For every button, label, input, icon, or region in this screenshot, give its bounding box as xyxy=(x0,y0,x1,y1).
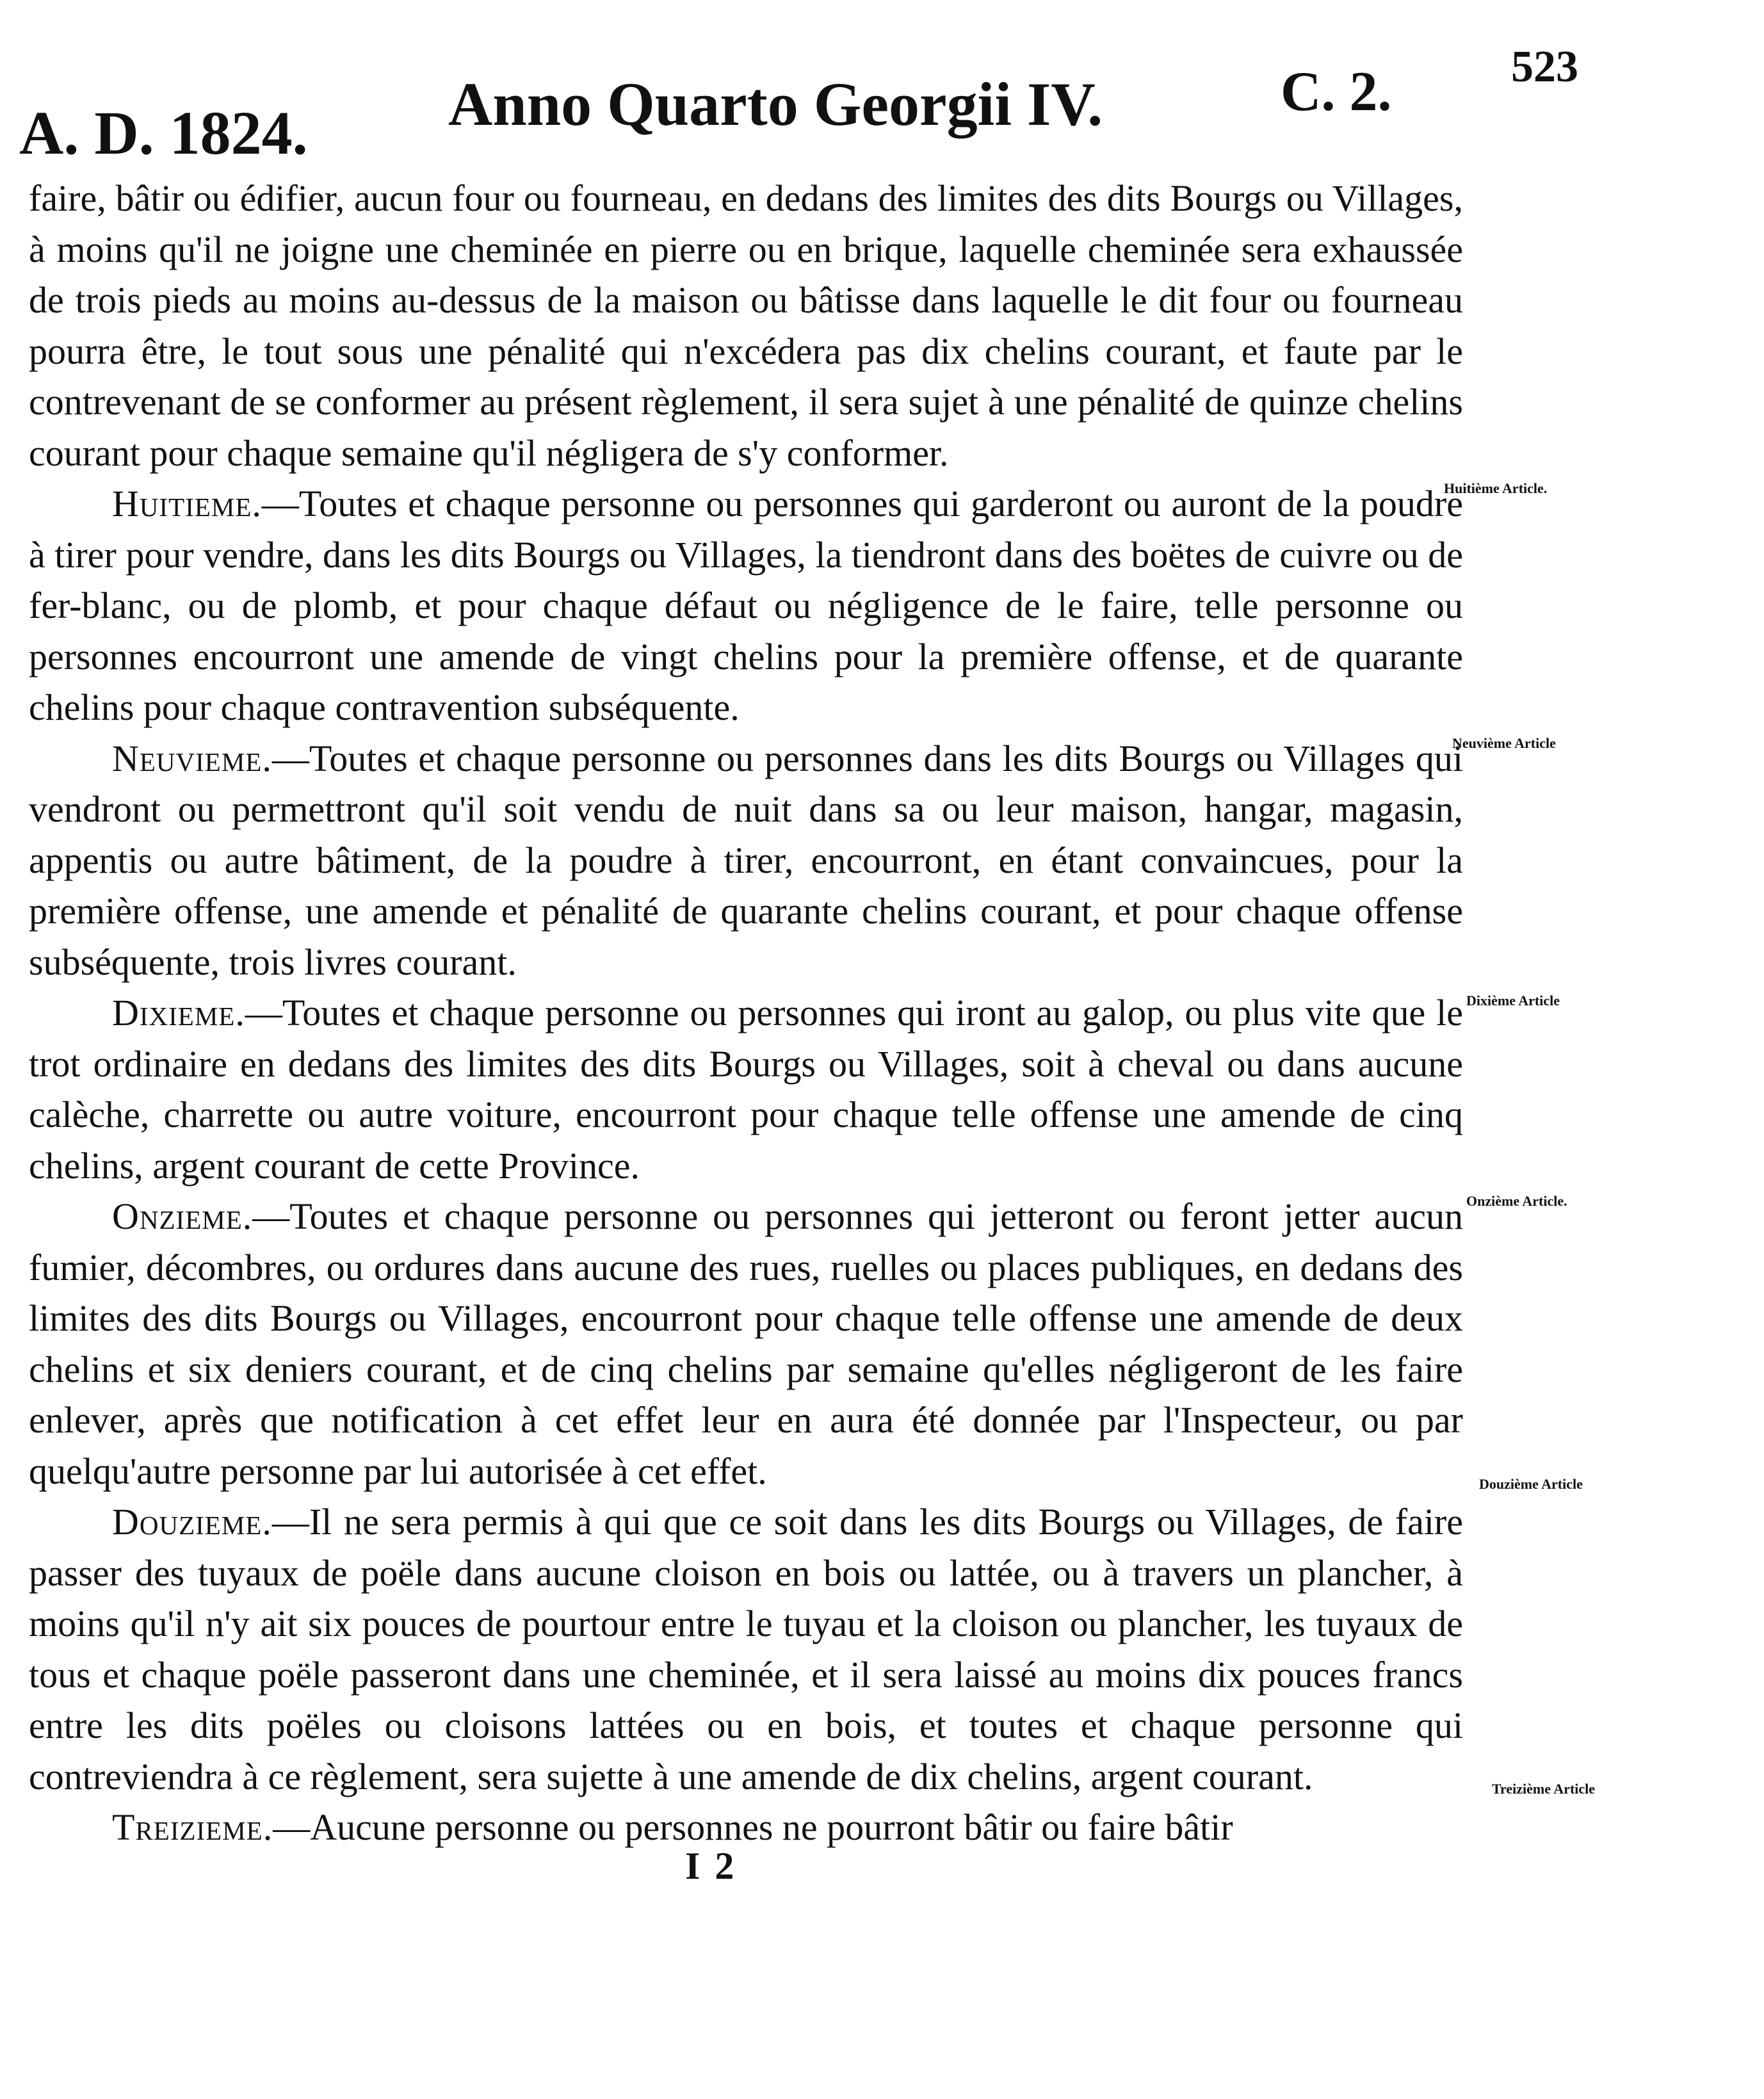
paragraph-dixieme xyxy=(29,987,1463,1191)
signature-mark: I 2 xyxy=(685,1845,737,1887)
paragraph-douzieme xyxy=(29,1496,1463,1802)
paragraph-huitieme xyxy=(29,478,1463,733)
paragraph-lead: Dixieme. xyxy=(112,992,245,1033)
paragraph-text: —Il ne sera permis à qui que ce soit dans les dits Bourgs ou Villages, de faire passer des tuyaux de poële dans aucune cloison en bois ou lattée, ou à travers un plancher, à moins qu'il n'y ait six pouces de pourtour entre le tuyau et la cloison ou plancher, les tuyaux de tous et chaque poële passeront dans une cheminée, et il sera laissé au moins dix pouces francs entre les dits poëles ou cloisons lattées ou en bois, et toutes et chaque personne qui contreviendra à ce règlement, sera sujette à une amende de dix chelins, argent courant. xyxy=(29,1501,1463,1797)
paragraph-onzieme xyxy=(29,1191,1463,1496)
paragraph-lead: Onzieme. xyxy=(112,1195,253,1237)
paragraph-lead: Douzieme. xyxy=(112,1501,272,1543)
paragraph-continuation xyxy=(29,173,1463,478)
paragraph-lead: Huitieme. xyxy=(112,483,262,524)
paragraph-text: —Toutes et chaque personne ou personnes qui iront au galop, ou plus vite que le trot ordinaire en dedans des limites des dits Bourgs ou Villages, soit à cheval ou dans aucune calèche, charrette ou autre voiture, encourront pour chaque telle offense une amende de cinq chelins, argent courant de cette Province. xyxy=(29,992,1463,1187)
paragraph-text: faire, bâtir ou édifier, aucun four ou fourneau, en dedans des limites des dits Bourgs ou Villages, à moins qu'il ne joigne une cheminée en pierre ou en brique, laquelle cheminée sera exhaussée de trois pieds au moins au-dessus de la maison ou bâtisse dans laquelle le dit four ou fourneau pourra être, le tout sous une pénalité qui n'excédera pas dix chelins courant, et faute par le contrevenant de se conformer au présent règlement, il sera sujet à une pénalité de quinze chelins courant pour chaque semaine qu'il négligera de s'y conformer. xyxy=(29,177,1463,474)
paragraph-treizieme xyxy=(29,1802,1463,1853)
margin-note-douzieme: Douzième Article xyxy=(1479,1476,1583,1492)
header-chapter: C. 2. xyxy=(1281,61,1392,123)
paragraph-text: —Toutes et chaque personne ou personnes qui garderont ou auront de la poudre à tirer pour vendre, dans les dits Bourgs ou Villages, la tiendront dans des boëtes de cuivre ou de fer-blanc, ou de plomb, et pour chaque défaut ou négligence de le faire, telle personne ou personnes encourront une amende de vingt chelins pour la première offense, et de quarante chelins pour chaque contravention subséquente. xyxy=(29,483,1463,728)
paragraph-text: —Toutes et chaque personne ou personnes qui jetteront ou feront jetter aucun fumier, décombres, ou ordures dans aucune des rues, ruelles ou places publiques, en dedans des limites des dits Bourgs ou Villages, encourront pour chaque telle offense une amende de deux chelins et six deniers courant, et de cinq chelins par semaine qu'elles négligeront de les faire enlever, après que notification à cet effet leur en aura été donnée par l'Inspecteur, ou par quelqu'autre personne par lui autorisée à cet effet. xyxy=(29,1195,1463,1492)
paragraph-lead: Treizieme. xyxy=(112,1806,273,1848)
body-text xyxy=(29,173,1463,1853)
paragraph-lead: Neuvieme. xyxy=(112,737,272,779)
paragraph-text: —Aucune personne ou personnes ne pourront bâtir ou faire bâtir xyxy=(273,1806,1233,1848)
paragraph-neuvieme xyxy=(29,733,1463,988)
header-date: A. D. 1824. xyxy=(19,99,308,167)
paragraph-text: —Toutes et chaque personne ou personnes dans les dits Bourgs ou Villages qui vendront ou permettront qu'il soit vendu de nuit dans sa ou leur maison, hangar, magasin, appentis ou autre bâtiment, de la poudre à tirer, encourront, en étant convaincues, pour la première offense, une amende et pénalité de quarante chelins courant, et pour chaque offense subséquente, trois livres courant. xyxy=(29,737,1463,983)
margin-note-neuvieme: Neuvième Article xyxy=(1452,735,1556,751)
margin-note-huitieme: Huitième Article. xyxy=(1444,480,1548,496)
header-title: Anno Quarto Georgii IV. xyxy=(448,70,1103,138)
margin-note-onzieme: Onzième Article. xyxy=(1466,1193,1567,1209)
page-header xyxy=(0,26,1764,186)
margin-note-dixieme: Dixième Article xyxy=(1466,993,1560,1009)
page-number: 523 xyxy=(1511,42,1578,92)
margin-note-treizieme: Treizième Article xyxy=(1492,1781,1596,1797)
